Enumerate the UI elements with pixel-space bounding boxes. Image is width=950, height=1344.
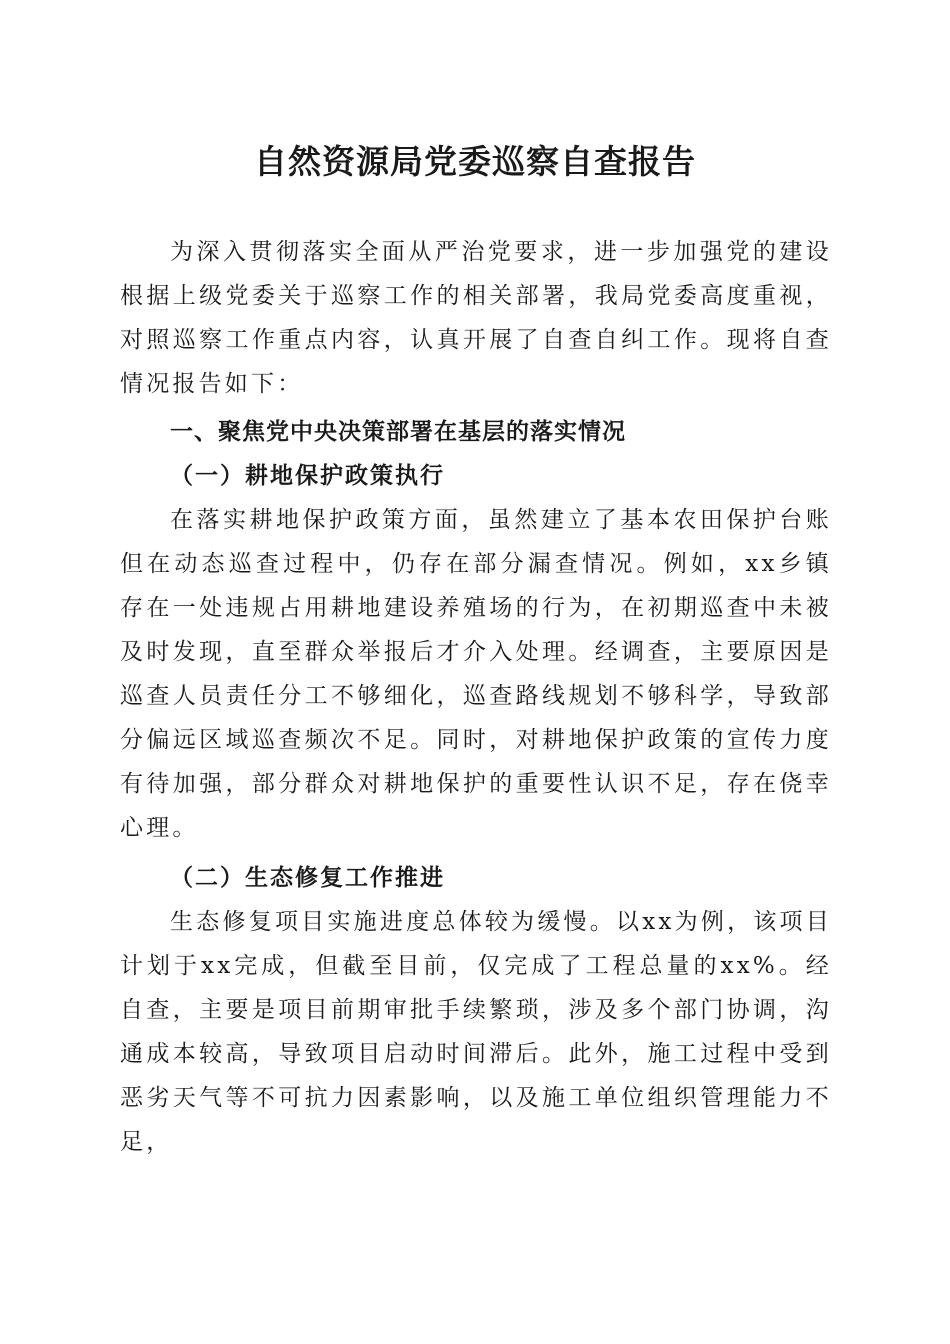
subsection-1-paragraph: 在落实耕地保护政策方面，虽然建立了基本农田保护台账但在动态巡查过程中，仍存在部分漏查情况。例如，xx乡镇存在一处违规占用耕地建设养殖场的行为，在初期巡查中未被及时发现，直至群众举报后才介入处理。经调查，主要原因是巡查人员责任分工不够细化，巡查路线规划不够科学，导致部分偏远区域巡查频次不足。同时，对耕地保护政策的宣传力度有待加强，部分群众对耕地保护的重要性认识不足，存在侥幸心理。 bbox=[120, 507, 832, 841]
document-title: 自然资源局党委巡察自查报告 bbox=[254, 142, 696, 181]
subsection-2-heading: （二）生态修复工作推进 bbox=[170, 864, 445, 891]
intro-paragraph: 为深入贯彻落实全面从严治党要求，进一步加强党的建设根据上级党委关于巡察工作的相关部署，我局党委高度重视，对照巡察工作重点内容，认真开展了自查自纠工作。现将自查情况报告如下： bbox=[120, 239, 832, 397]
subsection-2-paragraph: 生态修复项目实施进度总体较为缓慢。以xx为例，该项目计划于xx完成，但截至目前，仅完成了工程总量的xx%。经自查，主要是项目前期审批手续繁琐，涉及多个部门协调，沟通成本较高，导致项目启动时间滞后。此外，施工过程中受到恶劣天气等不可抗力因素影响，以及施工单位组织管理能力不足， bbox=[120, 909, 832, 1155]
subsection-1-heading: （一）耕地保护政策执行 bbox=[170, 462, 445, 489]
section-1-heading: 一、聚焦党中央决策部署在基层的落实情况 bbox=[170, 419, 626, 445]
